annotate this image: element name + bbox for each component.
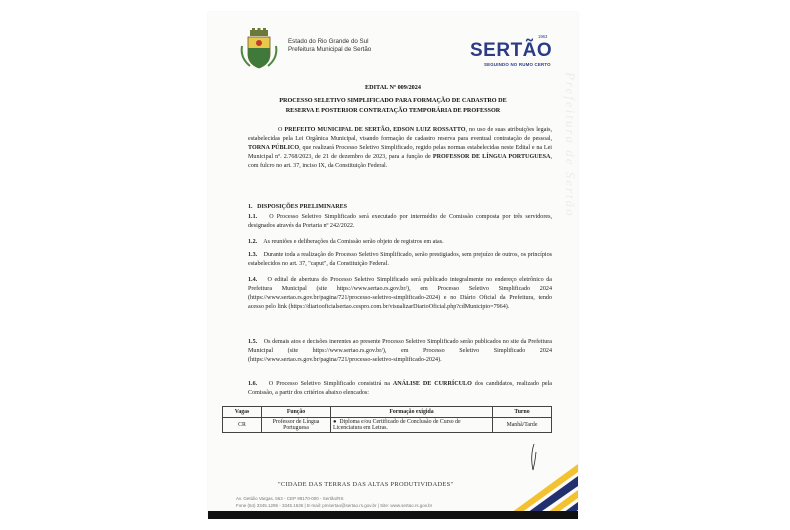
intro-text-c: , que realizará Processo Seletivo Simplificado, regido pelas normas estabelecidas neste Edital e na Lei Municipal nº. 2.768/2023, de 21 de dezembro de 2023, para a função de — [248, 145, 552, 161]
logo-slogan: SEGUINDO NO RUMO CERTO — [484, 62, 551, 67]
intro-paragraph — [248, 126, 552, 171]
column-header: Turno — [493, 407, 552, 418]
item-1-6-number: 1.6. — [248, 381, 258, 387]
sertao-logo — [470, 34, 566, 74]
address-line-1: Av. Getúlio Vargas, 563 - CEP 99170-000 - Sertão/RS — [236, 496, 344, 501]
document-page — [208, 12, 578, 518]
corner-stripes — [504, 460, 578, 518]
item-1-6-bold: ANÁLISE DE CURRÍCULO — [392, 381, 472, 387]
cell-funcao: Professor de Língua Portuguesa — [262, 418, 331, 433]
cell-turno: Manhã/Tarde — [493, 418, 552, 433]
cell-formacao — [331, 418, 493, 433]
column-header: Vagas — [223, 407, 262, 418]
section-1-number: 1. — [248, 204, 253, 210]
heading-line-1: PROCESSO SELETIVO SIMPLIFICADO PARA FORMAÇÃO DE CADASTRO DE — [279, 97, 507, 104]
footer-slogan: "CIDADE DAS TERRAS DAS ALTAS PRODUTIVIDADES" — [278, 481, 454, 488]
intro-torna-publico: TORNA PÚBLICO — [248, 145, 300, 152]
intro-function: PROFESSOR DE LÍNGUA PORTUGUESA — [432, 154, 551, 161]
edital-number: EDITAL Nº 009/2024 — [365, 84, 421, 91]
footer-address — [236, 495, 432, 509]
table-header-row — [223, 407, 552, 418]
formacao-text: Diploma e/ou Certificado de Conclusão de Curso de Licenciatura em Letras. — [333, 419, 461, 431]
column-header: Função — [262, 407, 331, 418]
watermark: Prefeitura de Sertão — [563, 72, 578, 218]
bottom-bar — [208, 511, 578, 519]
table-row — [223, 418, 552, 433]
bullet-icon: ● — [333, 419, 340, 425]
cell-vagas: CR — [223, 418, 262, 433]
criteria-table — [222, 406, 552, 433]
column-header: Formação exigida — [331, 407, 493, 418]
municipal-crest-icon — [240, 28, 278, 70]
item-1-6-text-b: dos candidatos, realizado pela Comissão, a partir dos critérios abaixo elencados: — [248, 381, 553, 397]
address-line-2: Fone (54) 3345.1295 - 3345.1636 | E-mail: pmsertao@sertao.rs.gov.br | Site: www.sertao.rs.gov.br — [236, 503, 433, 508]
heading-line-2: RESERVA E POSTERIOR CONTRATAÇÃO TEMPORÁRIA DE PROFESSOR — [285, 107, 501, 114]
intro-text-b: , no uso de suas atribuições legais, estabelecidas pela Lei Orgânica Municipal, visando formação de cadastro reserva para eventual contratação de pessoal, — [248, 127, 552, 143]
intro-text-d: , com fulcro no art. 37, inciso IX, da Constituição Federal. — [248, 154, 552, 170]
section-1-title — [248, 203, 552, 212]
letterhead-text — [288, 38, 371, 54]
list-item: 1.3. Durante toda a realização do Processo Seletivo Simplificado, serão prestigiados, sem prejuízo de outros, os princípios estabelecidos no art. 37, "caput", da Constituição Federal. — [248, 252, 552, 268]
logo-year: 1963 — [538, 34, 548, 39]
intro-mayor: PREFEITO MUNICIPAL DE SERTÃO, EDSON LUIZ ROSSATTO — [284, 127, 466, 133]
state-name: Estado do Rio Grande do Sul — [288, 38, 369, 45]
list-item: 1.5. Os demais atos e decisões inerentes ao presente Processo Seletivo Simplificado serão publicados no site da Prefeitura Municipal (site https://www.sertao.rs.gov.br/), em Processo Seletivo Simplificado 2024 (https://www.sertao.rs.gov.br/pagina/721/processo-seletivo-simplificado-2024). — [248, 339, 553, 364]
section-1-label: DISPOSIÇÕES PRELIMINARES — [257, 204, 348, 210]
letterhead — [226, 20, 566, 70]
prefecture-name: Prefeitura Municipal de Sertão — [288, 46, 372, 53]
logo-name: SERTÃO — [470, 40, 553, 61]
list-item: 1.2. As reuniões e deliberações da Comissão serão objeto de registros em atas. — [248, 239, 444, 245]
list-item: 1.1. O Processo Seletivo Simplificado será executado por intermédio de Comissão composta por três servidores, designados através da Portaria nº 242/2022. — [248, 214, 552, 230]
list-item: 1.4. O edital de abertura do Processo Seletivo Simplificado será publicado integralmente no endereço eletrônico da Prefeitura Municipal (site https://www.sertao.rs.gov.br/), em Processo Seletivo Simplificado 2024 (https://www.sertao.rs.gov.br/pagina/721/processo-seletivo-simplificado-2024) e no Diário Oficial da Prefeitura, tendo acesso pelo link (https://diariooficialsertao.cespro.com.br/visualizarDiarioOficial.php?cdMunicipio=7964). — [248, 277, 552, 311]
intro-text-a: O — [278, 127, 285, 133]
list-item — [248, 380, 552, 398]
item-1-6-text-a: O Processo Seletivo Simplificado consistirá na — [268, 381, 393, 387]
